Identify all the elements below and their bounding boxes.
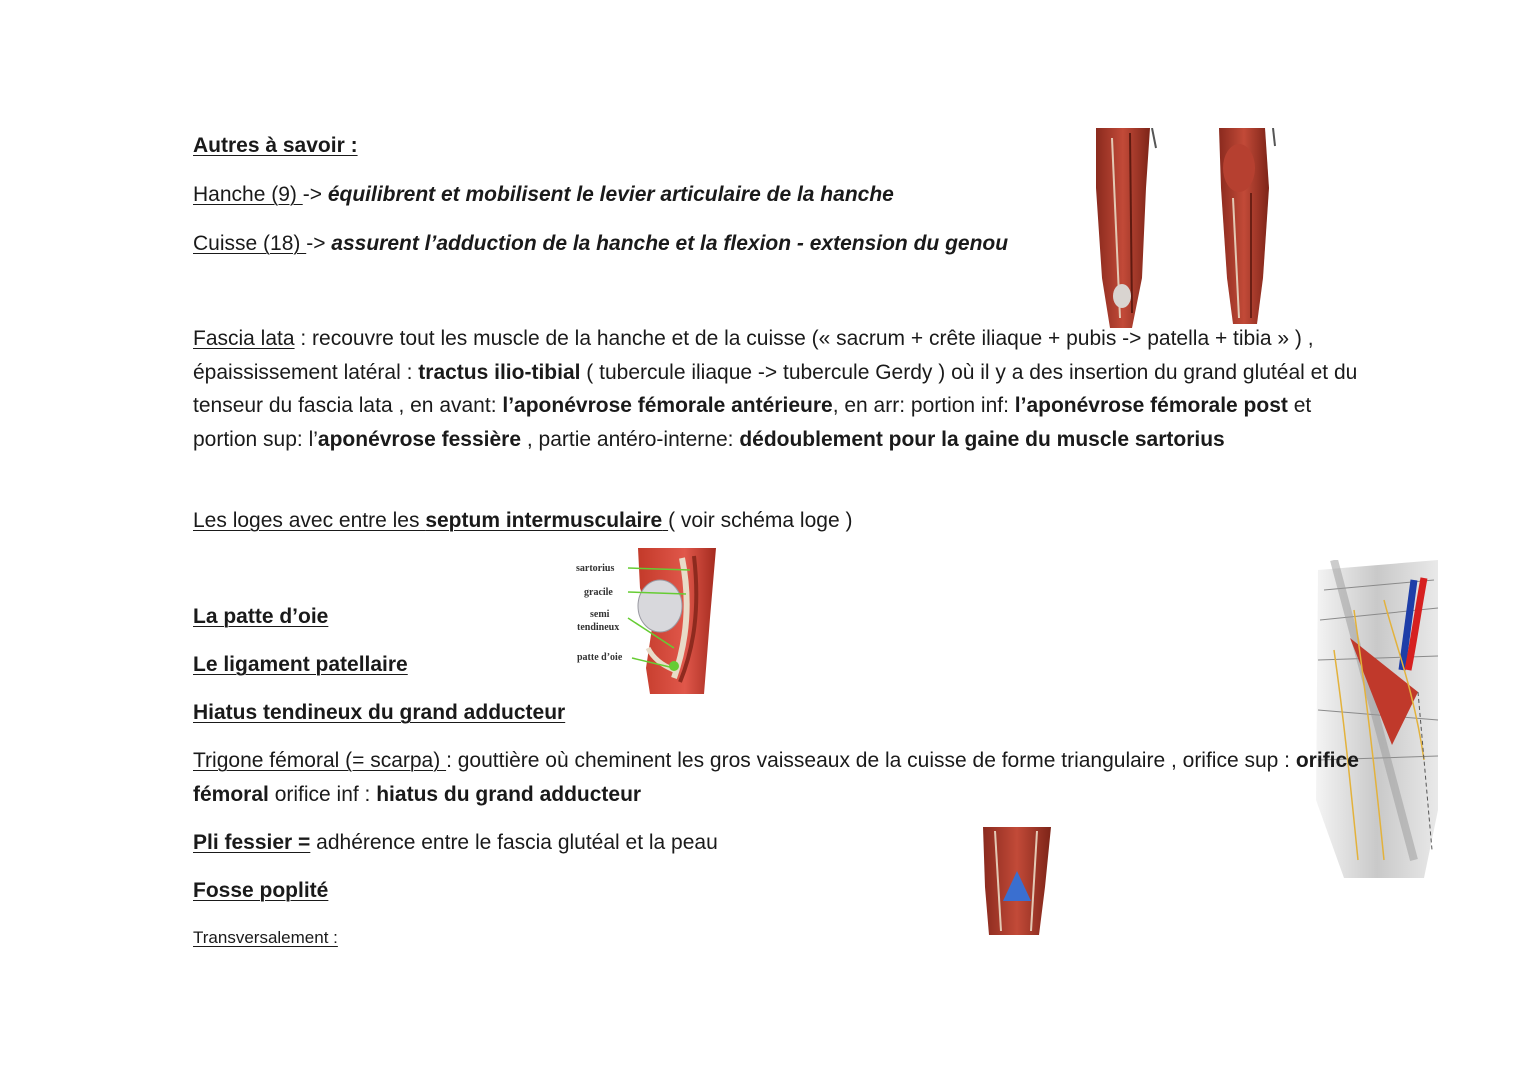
transversalement-label: Transversalement :	[193, 928, 338, 947]
fosse-poplitee-heading: Fosse poplité	[193, 879, 329, 902]
hanche-label: Hanche (9)	[193, 183, 303, 206]
fascia-bold: dédoublement pour la gaine du muscle sartorius	[739, 428, 1225, 452]
fascia-lata-paragraph	[193, 322, 1373, 457]
pli-fessier-text: adhérence entre le fascia glutéal et la peau	[310, 831, 718, 854]
loges-bold: septum intermusculaire	[425, 509, 663, 532]
section-heading: Autres à savoir :	[193, 134, 358, 157]
fascia-bold: tractus ilio-tibial	[418, 360, 581, 384]
fascia-bold: l’aponévrose fémorale post	[1014, 394, 1288, 418]
fascia-label: Fascia lata	[193, 327, 295, 350]
trigone-paragraph	[193, 744, 1373, 811]
fascia-text: , partie antéro-interne:	[521, 428, 740, 452]
trigone-text: : gouttière où cheminent les gros vaisseaux de la cuisse de forme triangulaire , orifice sup :	[446, 749, 1296, 772]
fascia-text: ( tubercule iliaque -> tubercule Gerdy ) où il y a des insertion du grand glutéal et du tenseur du fascia lata , en avant:	[193, 360, 1358, 418]
pli-fessier-line	[193, 831, 718, 855]
cuisse-arrow: ->	[306, 232, 332, 255]
hanche-arrow: ->	[302, 183, 328, 206]
trigone-femoral-illustration	[1314, 560, 1442, 880]
label-semi: semi	[590, 609, 610, 620]
fascia-bold: aponévrose fessière	[317, 428, 522, 452]
fosse-poplitee-illustration	[981, 827, 1053, 937]
hanche-line	[193, 183, 894, 207]
fascia-bold: l’aponévrose fémorale antérieure	[502, 394, 833, 418]
pli-fessier-label: Pli fessier =	[193, 831, 311, 854]
hanche-desc: équilibrent et mobilisent le levier articulaire de la hanche	[327, 183, 894, 206]
fascia-text: et portion sup: l’	[193, 394, 1312, 452]
fascia-text: : recouvre tout les muscle de la hanche et de la cuisse (« sacrum + crête iliaque + pubis -> patella + tibia » ) , épaississement latéral :	[193, 327, 1314, 384]
label-gracile: gracile	[584, 587, 613, 598]
thigh-posterior-illustration	[1217, 128, 1279, 326]
trigone-bold: hiatus du grand adducteur	[376, 782, 642, 806]
cuisse-desc: assurent l’adduction de la hanche et la flexion - extension du genou	[331, 232, 1009, 255]
trigone-bold: orifice fémoral	[193, 749, 1359, 806]
loges-note: ( voir schéma loge )	[668, 509, 853, 532]
trigone-label: Trigone fémoral (= scarpa)	[193, 749, 447, 772]
label-tendineux: tendineux	[577, 622, 620, 633]
patte-doie-figure	[570, 548, 720, 696]
cuisse-label: Cuisse (18)	[193, 232, 307, 255]
trigone-text: orifice inf :	[268, 782, 377, 806]
label-sartorius: sartorius	[576, 563, 615, 574]
loges-line	[193, 509, 852, 533]
thigh-anterior-illustration	[1092, 128, 1162, 330]
ligament-patellaire-heading: Le ligament patellaire	[193, 653, 408, 676]
hiatus-heading: Hiatus tendineux du grand adducteur	[193, 701, 566, 724]
patte-doie-heading: La patte d’oie	[193, 605, 329, 628]
loges-text: Les loges avec entre les	[193, 509, 426, 532]
label-patte: patte d’oie	[577, 652, 623, 663]
fascia-text: , en arr: portion inf:	[832, 394, 1015, 418]
cuisse-line	[193, 232, 1008, 256]
